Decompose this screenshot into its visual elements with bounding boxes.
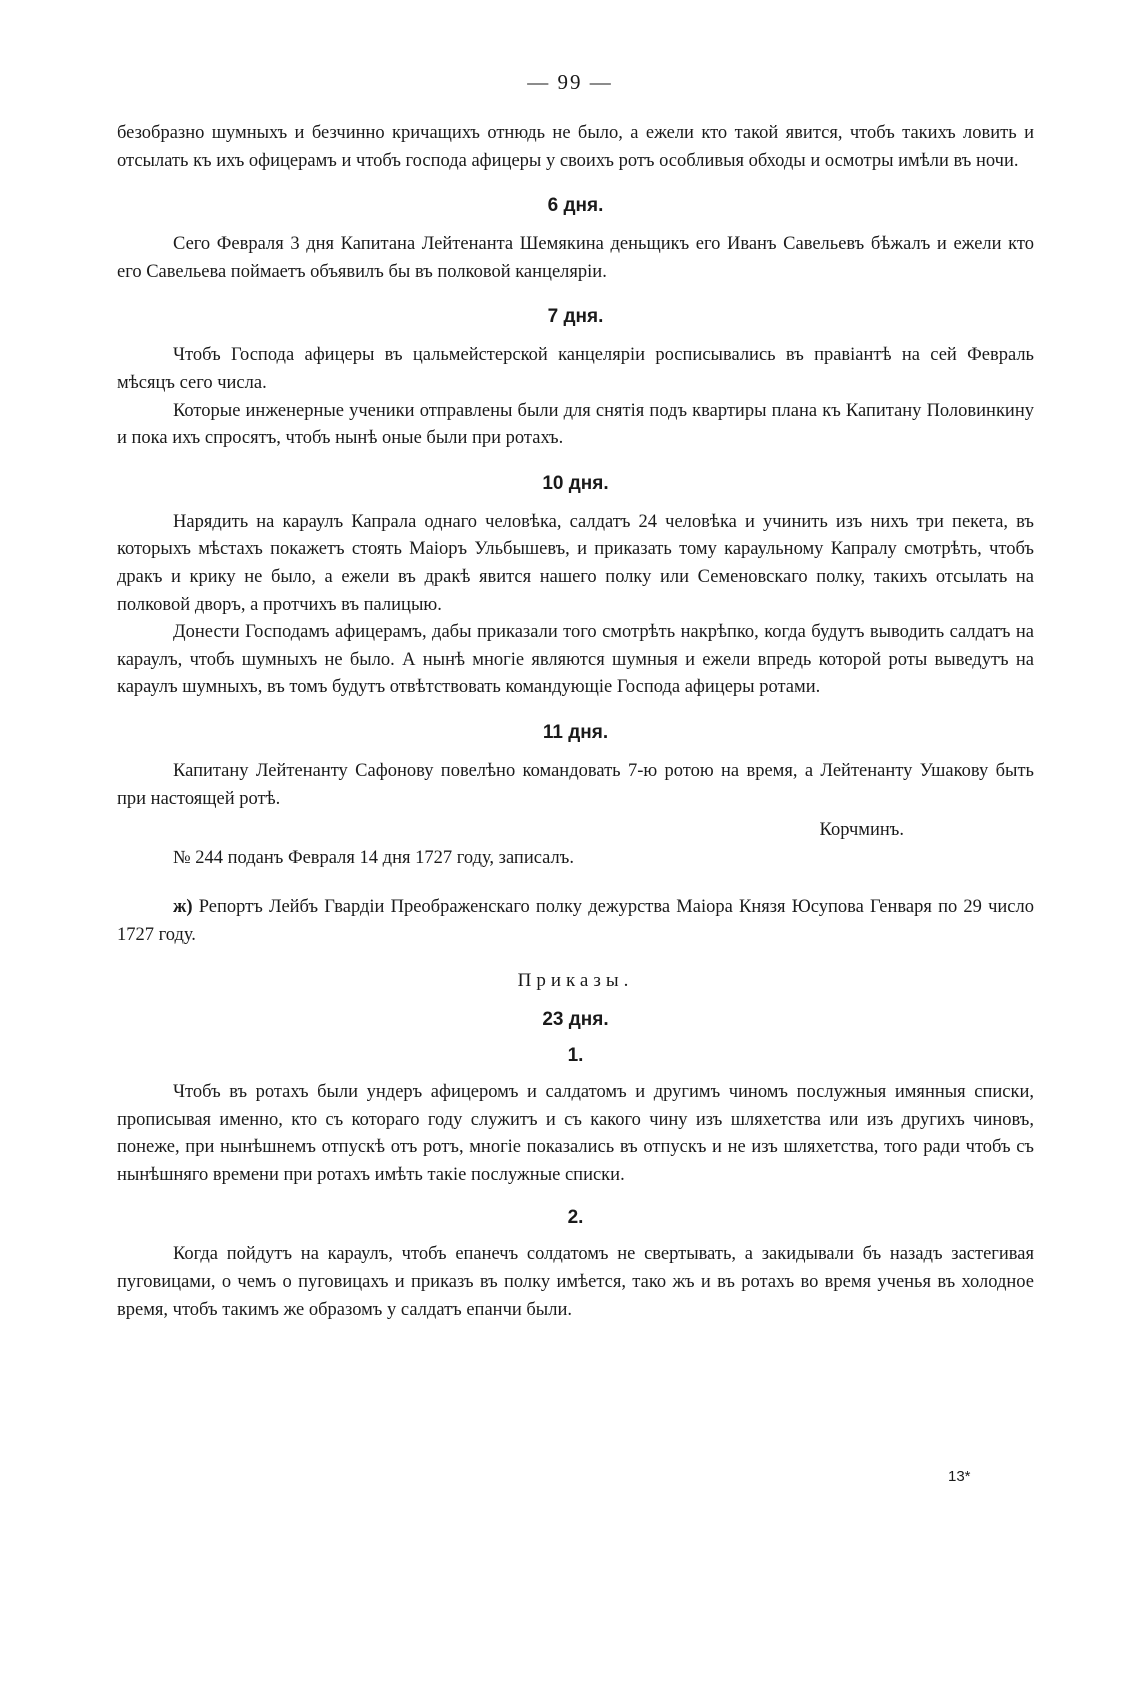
- report-paragraph: [117, 894, 1034, 949]
- report-text: Репортъ Лейбъ Гвардіи Преображенскаго полку дежурства Маіора Князя Юсупова Генваря по 29 число 1727 году.: [117, 897, 1034, 945]
- section-heading-7: 7 дня.: [547, 306, 604, 328]
- page-number: — 99 —: [527, 70, 613, 94]
- section-7-paragraph-1: Чтобъ Господа афицеры въ цальмейстерской канцеляріи росписывались въ правіантѣ на сей Февраль мѣсяцъ сего числа.: [117, 345, 1034, 393]
- section-6-paragraph: Сего Февраля 3 дня Капитана Лейтенанта Шемякина деньщикъ его Иванъ Савельевъ бѣжалъ и ежели кто его Савельева поймаетъ объявилъ бы въ полковой канцеляріи.: [117, 234, 1034, 282]
- intro-paragraph: безобразно шумныхъ и безчинно кричащихъ отнюдь не было, а ежели кто такой явится, чтобъ такихъ ловить и отсылать къ ихъ офицерамъ и чтобъ господа афицеры у своихъ ротъ особливыя обходы и осмотры имѣли въ ночи.: [117, 123, 1034, 171]
- section-heading-6: 6 дня.: [547, 195, 604, 217]
- signature-mark: 13*: [948, 1468, 971, 1485]
- order-1-number: 1.: [567, 1045, 584, 1067]
- order-1-text: Чтобъ въ ротахъ были ундеръ афицеромъ и салдатомъ и другимъ чиномъ послужныя имянныя списки, прописывая именно, кто съ котораго году служитъ и съ какого чину изъ шляхетства или изъ другихъ чиновъ, понеже, при нынѣшнемъ отпускѣ отъ ротъ, многіе показались въ отпускъ и не изъ шляхетства, того ради чтобъ съ нынѣшняго времени при ротахъ имѣть такіе послужные списки.: [117, 1082, 1034, 1185]
- section-11-paragraph: Капитану Лейтенанту Сафонову повелѣно командовать 7-ю ротою на время, а Лейтенанту Ушакову быть при настоящей ротѣ.: [117, 760, 1034, 809]
- section-10-paragraph-1: Нарядить на караулъ Капрала однаго человѣка, салдатъ 24 человѣка и учинить изъ нихъ три пекета, въ которыхъ мѣстахъ покажетъ стоять Маіоръ Ульбышевъ, и приказать тому караульному Капралу смотрѣть, чтобъ дракъ и крику не было, а ежели въ дракѣ явится нашего полку или Семеновскаго полку, такихъ отсылать на полковой дворъ, а протчихъ въ палицыю.: [117, 511, 1034, 615]
- order-2-text: Когда пойдутъ на караулъ, чтобъ епанечъ солдатомъ не свертывать, а закидывали бъ назадъ застегивая пуговицами, о чемъ о пуговицахъ и приказъ въ полку имѣется, тако жъ и въ ротахъ во время ученья въ холодное время, чтобъ такимъ же образомъ у салдатъ епанчи были.: [117, 1244, 1034, 1320]
- section-10-paragraph-2: Донести Господамъ афицерамъ, дабы приказали того смотрѣть накрѣпко, когда будутъ выводить салдатъ на караулъ, чтобъ шумныхъ не было. А нынѣ многіе являются шумныя и ежели впредь которой роты выведутъ на караулъ шумныхъ, въ томъ будутъ отвѣтствовать командующіе Господа афицеры ротами.: [117, 622, 1034, 698]
- section-heading-11: 11 дня.: [542, 721, 609, 743]
- page-body: [117, 120, 1034, 1324]
- signature: Корчминъ.: [819, 820, 904, 841]
- record-reference: № 244 поданъ Февраля 14 дня 1727 году, записалъ.: [173, 847, 574, 868]
- report-label: ж): [173, 897, 193, 918]
- section-heading-10: 10 дня.: [542, 472, 609, 494]
- order-2-number: 2.: [567, 1207, 584, 1229]
- orders-day-heading: 23 дня.: [542, 1009, 609, 1031]
- section-7-paragraph-2: Которые инженерные ученики отправлены были для снятія подъ квартиры плана къ Капитану Половинкину и пока ихъ спросятъ, чтобъ нынѣ оные были при ротахъ.: [117, 400, 1034, 449]
- orders-title: Приказы.: [517, 970, 634, 992]
